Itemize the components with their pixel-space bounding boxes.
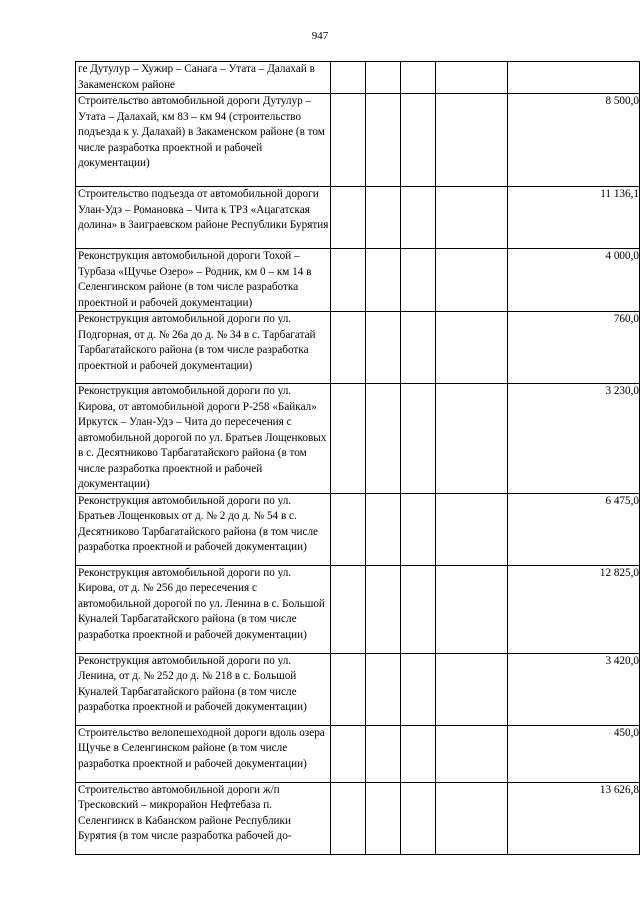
- empty-cell: [436, 62, 508, 94]
- empty-cell: [366, 249, 401, 312]
- empty-cell: [331, 187, 366, 249]
- object-name-cell: Реконструкция автомобильной дороги по ул. Кирова, от д. № 256 до пересечения с автомобильной дорогой по ул. Ленина в с. Большой Куналей Тарбагатайского района (в том числе разработка проектной и рабочей документации): [76, 565, 331, 653]
- empty-cell: [436, 94, 508, 187]
- empty-cell: [401, 565, 436, 653]
- empty-cell: [436, 187, 508, 249]
- empty-cell: [366, 782, 401, 854]
- empty-cell: [331, 249, 366, 312]
- object-name-cell: Реконструкция автомобильной дороги по ул. Братьев Лощенковых от д. № 2 до д. № 54 в с. Десятниково Тарбагатайского района (в том числе разработка проектной и рабочей документации): [76, 493, 331, 565]
- table-row: [76, 653, 640, 725]
- empty-cell: [366, 493, 401, 565]
- page-number: 947: [311, 30, 329, 42]
- empty-cell: [331, 493, 366, 565]
- object-name-cell: Реконструкция автомобильной дороги Тохой – Турбаза «Щучье Озеро» – Родник, км 0 – км 14 в Селенгинском районе (в том числе разработка проектной и рабочей документации): [76, 249, 331, 312]
- empty-cell: [331, 384, 366, 494]
- object-name-cell: Реконструкция автомобильной дороги по ул. Ленина, от д. № 252 до д. № 218 в с. Большой Куналей Тарбагатайского района (в том числе разработка проектной и рабочей документации): [76, 653, 331, 725]
- empty-cell: [401, 62, 436, 94]
- empty-cell: [366, 62, 401, 94]
- empty-cell: [331, 565, 366, 653]
- empty-cell: [366, 187, 401, 249]
- empty-cell: [401, 312, 436, 384]
- empty-cell: [401, 384, 436, 494]
- amount-cell: 11 136,1: [508, 187, 640, 249]
- amount-cell: 6 475,0: [508, 493, 640, 565]
- empty-cell: [366, 653, 401, 725]
- empty-cell: [401, 725, 436, 782]
- object-name-cell: Реконструкция автомобильной дороги по ул. Кирова, от автомобильной дороги Р-258 «Байкал» Иркутск – Улан-Удэ – Чита до пересечения с автомобильной дорогой по ул. Братьев Лощенковых в с. Десятниково Тарбагатайского района (в том числе разработка проектной и рабочей документации): [76, 384, 331, 494]
- empty-cell: [331, 94, 366, 187]
- empty-cell: [331, 782, 366, 854]
- empty-cell: [366, 312, 401, 384]
- amount-cell: [508, 62, 640, 94]
- table-row: [76, 782, 640, 854]
- amount-cell: 760,0: [508, 312, 640, 384]
- table-row: [76, 384, 640, 494]
- empty-cell: [401, 782, 436, 854]
- empty-cell: [331, 62, 366, 94]
- amount-cell: 12 825,0: [508, 565, 640, 653]
- empty-cell: [436, 725, 508, 782]
- empty-cell: [331, 653, 366, 725]
- table-row: [76, 187, 640, 249]
- table-row: [76, 565, 640, 653]
- empty-cell: [331, 312, 366, 384]
- object-name-cell: Реконструкция автомобильной дороги по ул. Подгорная, от д. № 26а до д. № 34 в с. Тарбагатай Тарбагатайского района (в том числе разработка проектной и рабочей документации): [76, 312, 331, 384]
- object-name-cell: Строительство подъезда от автомобильной дороги Улан-Удэ – Романовка – Чита к ТРЗ «Ацагатская долина» в Заиграевском районе Республики Бурятия: [76, 187, 331, 249]
- empty-cell: [401, 94, 436, 187]
- amount-cell: 4 000,0: [508, 249, 640, 312]
- amount-cell: 8 500,0: [508, 94, 640, 187]
- empty-cell: [366, 94, 401, 187]
- table-row: [76, 94, 640, 187]
- budget-table: [75, 61, 640, 855]
- object-name-cell: Строительство велопешеходной дороги вдоль озера Щучье в Селенгинском районе (в том числе разработка проектной и рабочей документации): [76, 725, 331, 782]
- empty-cell: [401, 653, 436, 725]
- empty-cell: [331, 725, 366, 782]
- empty-cell: [436, 653, 508, 725]
- empty-cell: [401, 187, 436, 249]
- table-row: [76, 725, 640, 782]
- empty-cell: [436, 249, 508, 312]
- table-row: [76, 312, 640, 384]
- empty-cell: [436, 782, 508, 854]
- object-name-cell: Строительство автомобильной дороги Дутулур – Утата – Далахай, км 83 – км 94 (строительство подъезда к у. Далахай) в Закаменском районе (в том числе разработка проектной и рабочей документации): [76, 94, 331, 187]
- empty-cell: [436, 493, 508, 565]
- empty-cell: [366, 384, 401, 494]
- amount-cell: 450,0: [508, 725, 640, 782]
- object-name-cell: ге Дутулур – Хужир – Санага – Утата – Далахай в Закаменском районе: [76, 62, 331, 94]
- empty-cell: [366, 565, 401, 653]
- amount-cell: 3 230,0: [508, 384, 640, 494]
- amount-cell: 3 420,0: [508, 653, 640, 725]
- table-row: [76, 493, 640, 565]
- empty-cell: [436, 384, 508, 494]
- amount-cell: 13 626,8: [508, 782, 640, 854]
- empty-cell: [436, 565, 508, 653]
- object-name-cell: Строительство автомобильной дороги ж/п Тресковский – микрорайон Нефтебаза п. Селенгинск в Кабанском районе Республики Бурятия (в том числе разработка рабочей до-: [76, 782, 331, 854]
- empty-cell: [401, 249, 436, 312]
- table-row: [76, 62, 640, 94]
- empty-cell: [401, 493, 436, 565]
- empty-cell: [436, 312, 508, 384]
- table-row: [76, 249, 640, 312]
- empty-cell: [366, 725, 401, 782]
